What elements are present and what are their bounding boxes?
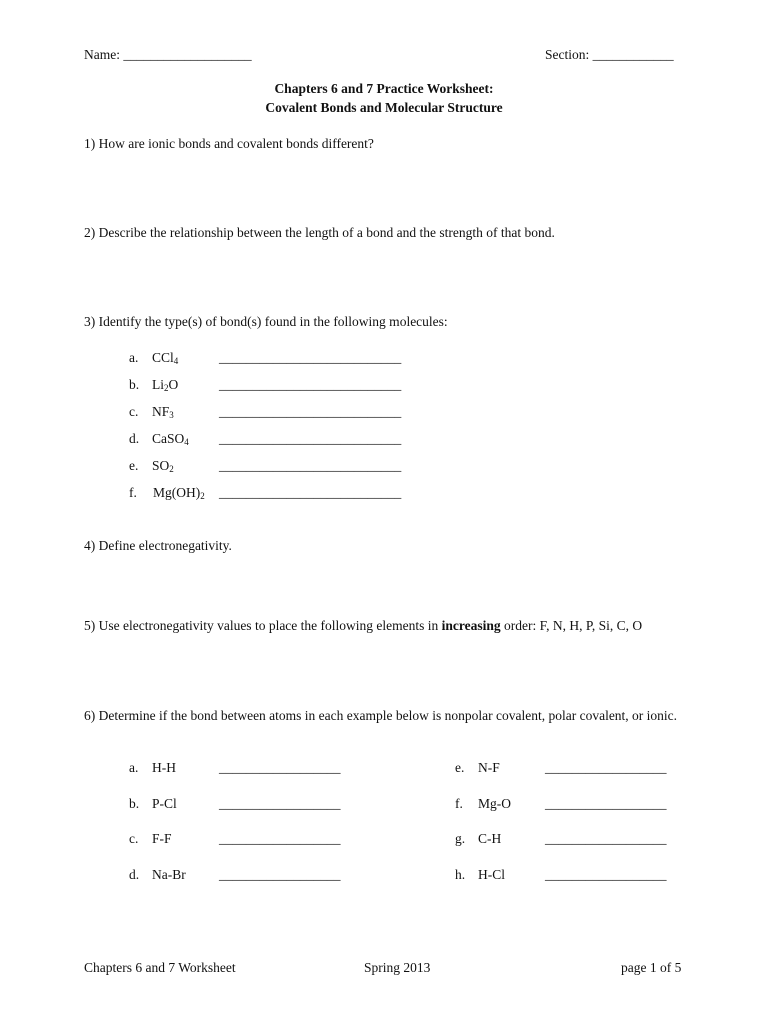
- answer-blank[interactable]: __________________: [545, 760, 667, 775]
- formula-base: Mg(OH): [153, 485, 201, 500]
- q3-item-formula: [152, 404, 174, 420]
- footer-right: page 1 of 5: [621, 960, 682, 975]
- name-field-label: Name: ___________________: [84, 47, 252, 62]
- q6-item-letter: g.: [455, 831, 466, 846]
- question-6: 6) Determine if the bond between atoms in each example below is nonpolar covalent, polar covalent, or ionic.: [84, 708, 678, 723]
- formula-subscript: 4: [184, 437, 189, 447]
- q6-item-letter: h.: [455, 867, 466, 882]
- formula-tail: O: [168, 377, 179, 392]
- q3-item-formula: [152, 350, 178, 366]
- formula-base: CaSO: [152, 431, 185, 446]
- answer-blank[interactable]: ___________________________: [219, 404, 402, 419]
- q6-item-bond: Mg-O: [478, 796, 511, 811]
- question-1: 1) How are ionic bonds and covalent bonds different?: [84, 136, 374, 151]
- answer-blank[interactable]: ___________________________: [219, 350, 402, 365]
- answer-blank[interactable]: ___________________________: [219, 485, 402, 500]
- section-field-label: Section: ____________: [545, 47, 674, 62]
- q6-item-bond: N-F: [478, 760, 500, 775]
- question-5-text-start: 5) Use electronegativity values to place the following elements in: [84, 618, 442, 633]
- answer-blank[interactable]: __________________: [545, 796, 667, 811]
- q3-item-formula: [153, 485, 205, 501]
- worksheet-subtitle: Covalent Bonds and Molecular Structure: [265, 100, 503, 115]
- question-5-text-end: order: F, N, H, P, Si, C, O: [500, 618, 643, 633]
- question-3: 3) Identify the type(s) of bond(s) found in the following molecules:: [84, 314, 448, 329]
- q6-item-bond: C-H: [478, 831, 502, 846]
- q3-item-letter: b.: [129, 377, 140, 392]
- answer-blank[interactable]: __________________: [219, 831, 341, 846]
- answer-blank[interactable]: ___________________________: [219, 431, 402, 446]
- q3-item-letter: e.: [129, 458, 139, 473]
- footer-center: Spring 2013: [364, 960, 431, 975]
- q3-item-letter: f.: [129, 485, 137, 500]
- worksheet-title: Chapters 6 and 7 Practice Worksheet:: [274, 81, 494, 96]
- formula-subscript: 3: [169, 410, 174, 420]
- answer-blank[interactable]: __________________: [545, 831, 667, 846]
- answer-blank[interactable]: __________________: [545, 867, 667, 882]
- q6-item-letter: c.: [129, 831, 139, 846]
- formula-subscript: 2: [200, 491, 205, 501]
- formula-subscript: 2: [164, 383, 169, 393]
- question-5: [84, 617, 694, 635]
- question-5-emphasis: increasing: [441, 618, 501, 633]
- formula-subscript: 4: [173, 356, 179, 366]
- formula-base: Li: [152, 377, 164, 392]
- answer-blank[interactable]: __________________: [219, 760, 341, 775]
- answer-blank[interactable]: ___________________________: [219, 458, 402, 473]
- q6-item-letter: e.: [455, 760, 465, 775]
- q6-item-bond: H-H: [152, 760, 176, 775]
- formula-base: CCl: [152, 350, 174, 365]
- q6-item-letter: b.: [129, 796, 140, 811]
- q3-item-formula: [152, 377, 178, 393]
- question-4: 4) Define electronegativity.: [84, 538, 232, 553]
- q6-item-letter: f.: [455, 796, 463, 811]
- q3-item-letter: a.: [129, 350, 139, 365]
- footer-left: Chapters 6 and 7 Worksheet: [84, 960, 236, 975]
- q6-item-bond: Na-Br: [152, 867, 186, 882]
- question-2: 2) Describe the relationship between the length of a bond and the strength of that bond.: [84, 225, 555, 240]
- q3-item-letter: c.: [129, 404, 139, 419]
- answer-blank[interactable]: ___________________________: [219, 377, 402, 392]
- q6-item-letter: d.: [129, 867, 140, 882]
- q6-item-letter: a.: [129, 760, 139, 775]
- formula-base: NF: [152, 404, 170, 419]
- q3-item-letter: d.: [129, 431, 140, 446]
- answer-blank[interactable]: __________________: [219, 796, 341, 811]
- q6-item-bond: F-F: [152, 831, 172, 846]
- formula-subscript: 2: [169, 464, 174, 474]
- q6-item-bond: P-Cl: [152, 796, 177, 811]
- q6-item-bond: H-Cl: [478, 867, 505, 882]
- q3-item-formula: [152, 458, 174, 474]
- answer-blank[interactable]: __________________: [219, 867, 341, 882]
- q3-item-formula: [152, 431, 189, 447]
- formula-base: SO: [152, 458, 170, 473]
